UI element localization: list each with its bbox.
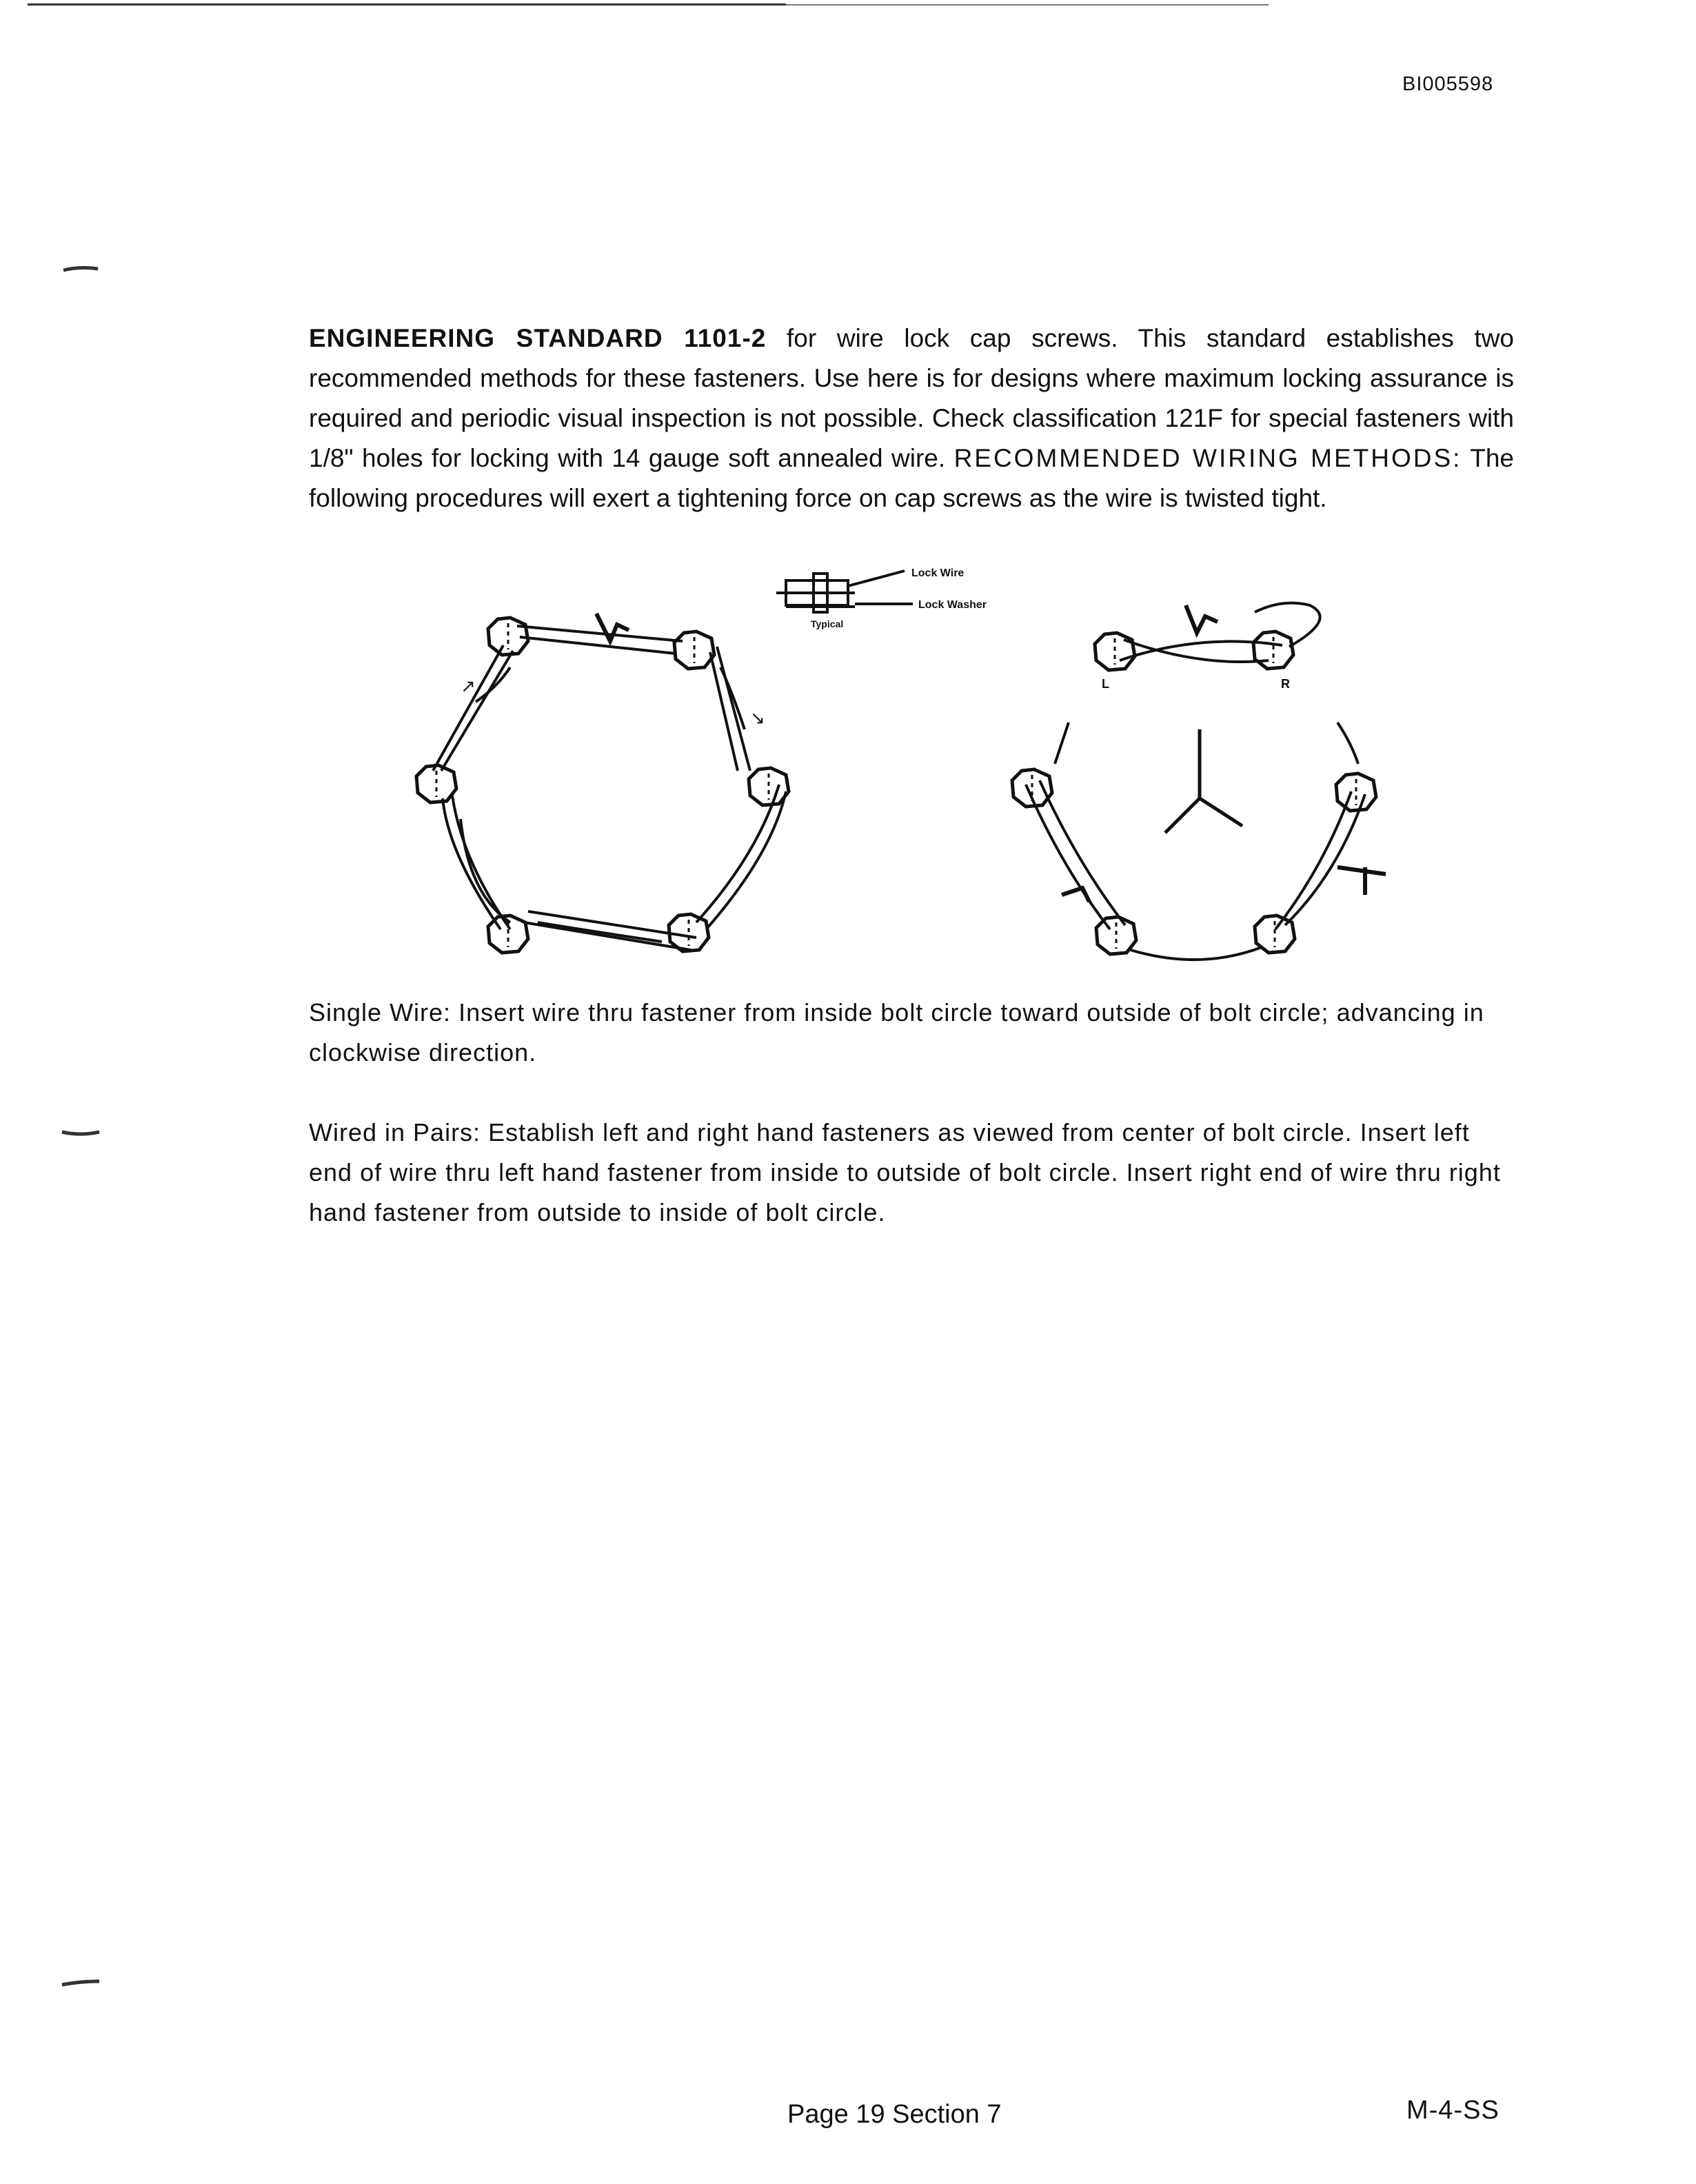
right-fastener-label: R [1281, 677, 1290, 691]
methods-description: The following procedures will exert a tightening force on cap screws as the wire is twisted tight. [309, 444, 1514, 512]
svg-text:↘: ↘ [750, 707, 765, 728]
single-wire-paragraph [309, 993, 1514, 1073]
document-code: M-4-SS [1406, 2096, 1500, 2125]
wired-pairs-paragraph [309, 1113, 1514, 1233]
wired-pairs-label: Wired in Pairs: [309, 1118, 481, 1146]
wired-in-pairs-diagram [1012, 603, 1386, 960]
methods-label: RECOMMENDED WIRING METHODS: [953, 444, 1462, 472]
single-wire-diagram [416, 614, 789, 953]
standard-intro-paragraph [309, 318, 1514, 518]
standard-heading: ENGINEERING STANDARD 1101-2 [309, 324, 767, 352]
binder-hole-mark [57, 265, 105, 274]
single-wire-label: Single Wire: [309, 998, 452, 1027]
binder-hole-mark [57, 1128, 105, 1138]
lock-wire-label: Lock Wire [911, 567, 965, 579]
lock-washer-label: Lock Washer [918, 599, 987, 611]
wiring-methods-figure [372, 564, 1448, 978]
svg-text:↗: ↗ [461, 676, 476, 696]
wired-pairs-text: Establish left and right hand fasteners as viewed from center of bolt circle. Insert left end of wire thru left hand fastener from inside to outside of bolt circle. Insert right end of wire thru right hand fastener from outside to inside of bolt circle. [309, 1118, 1501, 1226]
single-wire-text: Insert wire thru fastener from inside bolt circle toward outside of bolt circle; advancing in clockwise direction. [309, 998, 1484, 1066]
typical-detail [776, 567, 987, 629]
document-id: BI005598 [1402, 73, 1494, 95]
binder-hole-mark [57, 1979, 105, 1988]
left-fastener-label: L [1102, 677, 1109, 691]
standard-description: for wire lock cap screws. This standard establishes two recommended methods for these fasteners. Use here is for designs where maximum locking assurance is required and periodic visual inspection is not possible. Check classification 121F for special fasteners with 1/8" holes for locking with 14 gauge soft annealed wire. [309, 324, 1515, 472]
scan-top-rule [28, 3, 1337, 7]
page-number: Page 19 Section 7 [787, 2100, 1002, 2129]
typical-label: Typical [811, 618, 844, 629]
